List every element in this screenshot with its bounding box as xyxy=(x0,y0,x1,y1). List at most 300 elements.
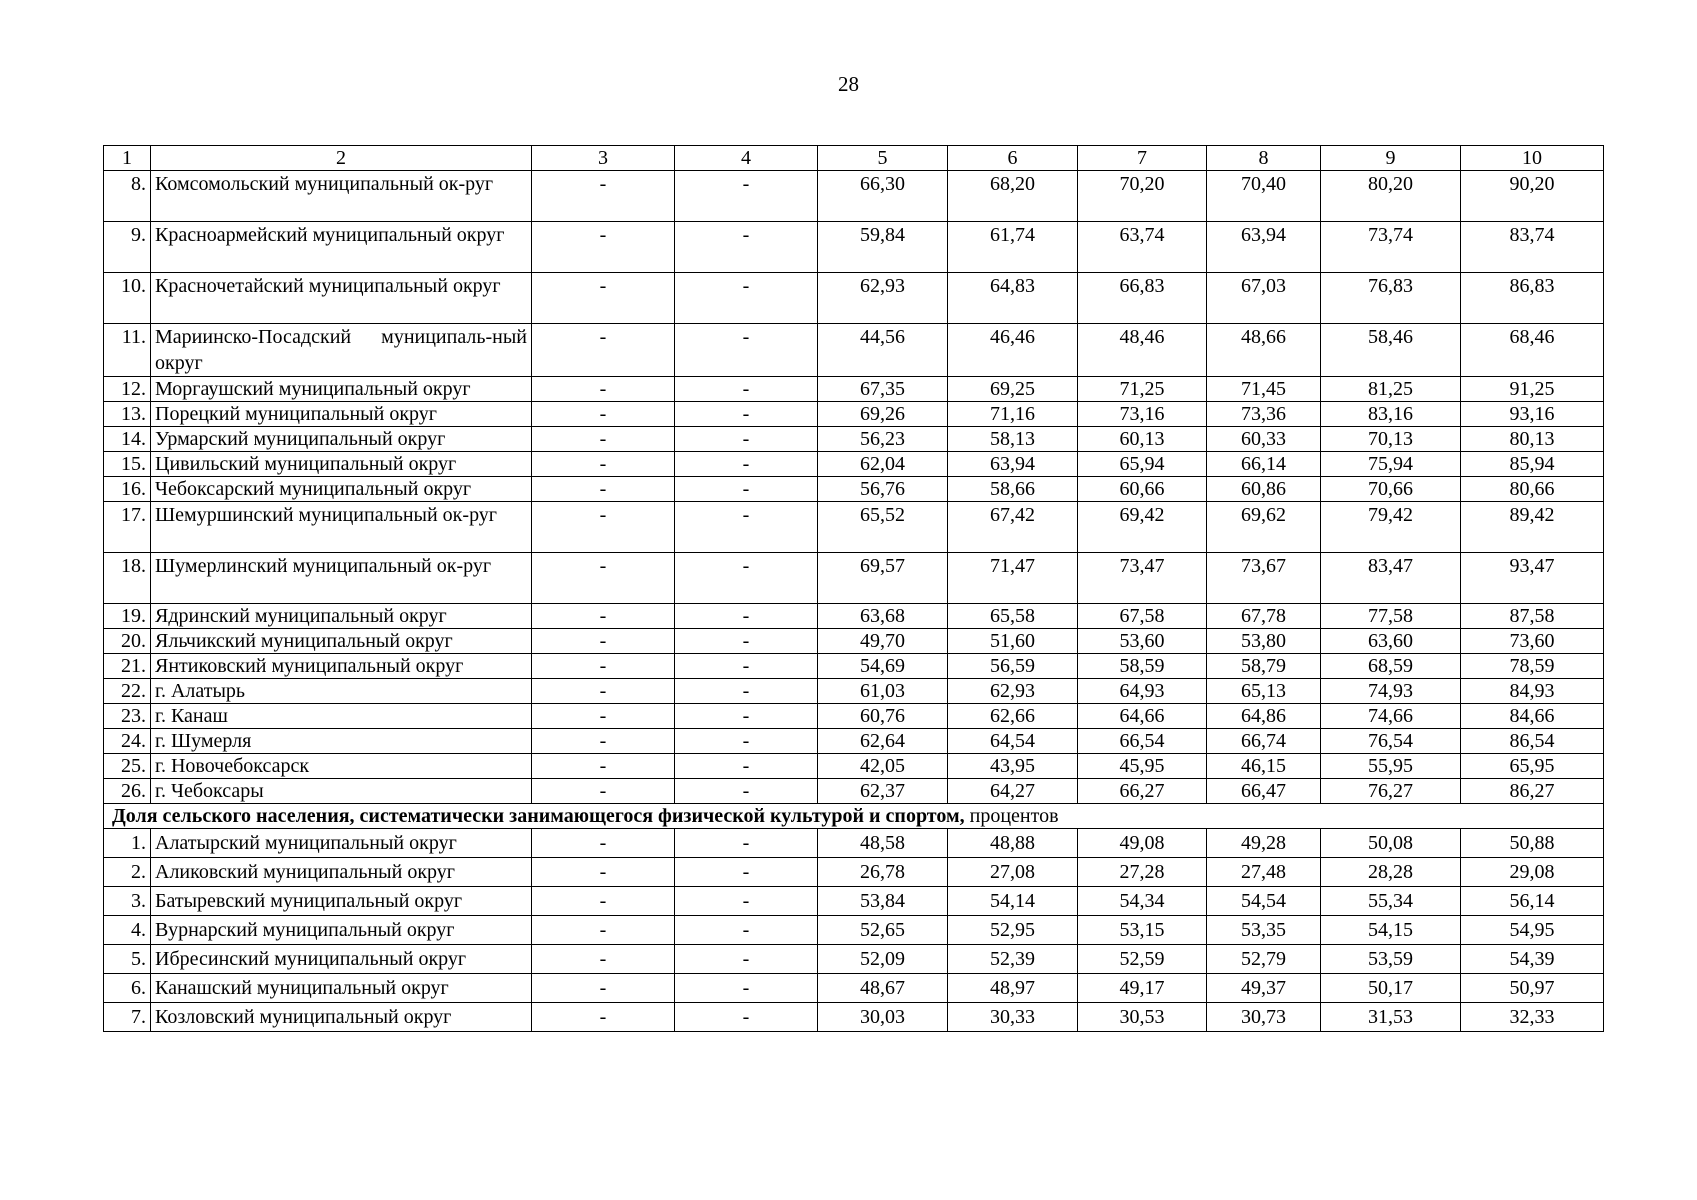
value-col-10: 86,27 xyxy=(1461,779,1604,804)
value-col-9: 54,15 xyxy=(1321,916,1461,945)
value-col-5: 62,37 xyxy=(818,779,948,804)
column-number-row xyxy=(104,146,1604,171)
section-heading-bold: Доля сельского населения, систематически занимающегося физической культурой и спортом, xyxy=(112,805,965,827)
municipality-name: Порецкий муниципальный округ xyxy=(151,402,532,427)
row-number: 21. xyxy=(104,654,151,679)
municipality-name: Шумерлинский муниципальный ок-руг xyxy=(151,553,532,604)
value-col-7: 53,60 xyxy=(1078,629,1207,654)
value-col-10: 85,94 xyxy=(1461,452,1604,477)
municipality-name: Чебоксарский муниципальный округ xyxy=(151,477,532,502)
value-col-3: - xyxy=(532,502,675,553)
value-col-3: - xyxy=(532,679,675,704)
column-header: 1 xyxy=(104,146,151,171)
column-header: 3 xyxy=(532,146,675,171)
value-col-3: - xyxy=(532,604,675,629)
value-col-10: 86,54 xyxy=(1461,729,1604,754)
column-header: 4 xyxy=(675,146,818,171)
row-number: 25. xyxy=(104,754,151,779)
value-col-10: 78,59 xyxy=(1461,654,1604,679)
row-number: 5. xyxy=(104,945,151,974)
value-col-5: 60,76 xyxy=(818,704,948,729)
value-col-8: 66,47 xyxy=(1207,779,1321,804)
table-row xyxy=(104,377,1604,402)
section-heading-row xyxy=(104,804,1604,829)
table-row xyxy=(104,273,1604,324)
value-col-5: 63,68 xyxy=(818,604,948,629)
row-number: 23. xyxy=(104,704,151,729)
table-body xyxy=(104,146,1604,1032)
value-col-9: 76,83 xyxy=(1321,273,1461,324)
value-col-8: 27,48 xyxy=(1207,858,1321,887)
value-col-7: 66,83 xyxy=(1078,273,1207,324)
row-number: 2. xyxy=(104,858,151,887)
value-col-3: - xyxy=(532,553,675,604)
value-col-8: 60,33 xyxy=(1207,427,1321,452)
table-row xyxy=(104,754,1604,779)
value-col-7: 53,15 xyxy=(1078,916,1207,945)
value-col-7: 66,54 xyxy=(1078,729,1207,754)
section-heading xyxy=(104,804,1604,829)
value-col-6: 65,58 xyxy=(948,604,1078,629)
value-col-8: 30,73 xyxy=(1207,1003,1321,1032)
value-col-9: 58,46 xyxy=(1321,324,1461,377)
value-col-8: 49,28 xyxy=(1207,829,1321,858)
value-col-3: - xyxy=(532,273,675,324)
value-col-3: - xyxy=(532,858,675,887)
row-number: 19. xyxy=(104,604,151,629)
value-col-6: 71,16 xyxy=(948,402,1078,427)
value-col-4: - xyxy=(675,477,818,502)
value-col-4: - xyxy=(675,916,818,945)
column-header: 6 xyxy=(948,146,1078,171)
value-col-4: - xyxy=(675,729,818,754)
row-number: 22. xyxy=(104,679,151,704)
table-row xyxy=(104,654,1604,679)
municipality-name: Мариинско-Посадский муниципаль-ный округ xyxy=(151,324,532,377)
value-col-9: 50,17 xyxy=(1321,974,1461,1003)
column-header: 7 xyxy=(1078,146,1207,171)
value-col-7: 64,93 xyxy=(1078,679,1207,704)
value-col-7: 60,66 xyxy=(1078,477,1207,502)
value-col-5: 59,84 xyxy=(818,222,948,273)
value-col-6: 56,59 xyxy=(948,654,1078,679)
value-col-9: 55,34 xyxy=(1321,887,1461,916)
value-col-6: 61,74 xyxy=(948,222,1078,273)
value-col-6: 64,54 xyxy=(948,729,1078,754)
municipality-name: Батыревский муниципальный округ xyxy=(151,887,532,916)
value-col-4: - xyxy=(675,754,818,779)
value-col-10: 84,93 xyxy=(1461,679,1604,704)
value-col-10: 93,47 xyxy=(1461,553,1604,604)
value-col-8: 53,35 xyxy=(1207,916,1321,945)
value-col-4: - xyxy=(675,858,818,887)
value-col-10: 32,33 xyxy=(1461,1003,1604,1032)
value-col-4: - xyxy=(675,222,818,273)
value-col-9: 83,47 xyxy=(1321,553,1461,604)
value-col-4: - xyxy=(675,171,818,222)
value-col-3: - xyxy=(532,171,675,222)
value-col-4: - xyxy=(675,402,818,427)
table-row xyxy=(104,477,1604,502)
value-col-3: - xyxy=(532,974,675,1003)
value-col-5: 30,03 xyxy=(818,1003,948,1032)
municipality-name: Шемуршинский муниципальный ок-руг xyxy=(151,502,532,553)
row-number: 14. xyxy=(104,427,151,452)
value-col-9: 76,27 xyxy=(1321,779,1461,804)
value-col-4: - xyxy=(675,704,818,729)
row-number: 9. xyxy=(104,222,151,273)
column-header: 8 xyxy=(1207,146,1321,171)
value-col-10: 56,14 xyxy=(1461,887,1604,916)
value-col-9: 70,13 xyxy=(1321,427,1461,452)
table-row xyxy=(104,974,1604,1003)
value-col-7: 69,42 xyxy=(1078,502,1207,553)
table-row xyxy=(104,171,1604,222)
value-col-10: 87,58 xyxy=(1461,604,1604,629)
value-col-10: 91,25 xyxy=(1461,377,1604,402)
value-col-10: 84,66 xyxy=(1461,704,1604,729)
value-col-5: 52,09 xyxy=(818,945,948,974)
row-number: 3. xyxy=(104,887,151,916)
value-col-5: 26,78 xyxy=(818,858,948,887)
value-col-6: 64,27 xyxy=(948,779,1078,804)
column-header: 10 xyxy=(1461,146,1604,171)
value-col-9: 31,53 xyxy=(1321,1003,1461,1032)
row-number: 18. xyxy=(104,553,151,604)
value-col-10: 29,08 xyxy=(1461,858,1604,887)
table-row xyxy=(104,945,1604,974)
table-row xyxy=(104,502,1604,553)
table-row xyxy=(104,222,1604,273)
value-col-3: - xyxy=(532,654,675,679)
value-col-7: 45,95 xyxy=(1078,754,1207,779)
table-row xyxy=(104,324,1604,377)
value-col-7: 67,58 xyxy=(1078,604,1207,629)
value-col-7: 66,27 xyxy=(1078,779,1207,804)
municipality-name: Красночетайский муниципальный округ xyxy=(151,273,532,324)
row-number: 7. xyxy=(104,1003,151,1032)
value-col-4: - xyxy=(675,654,818,679)
value-col-9: 74,66 xyxy=(1321,704,1461,729)
value-col-7: 73,16 xyxy=(1078,402,1207,427)
value-col-8: 71,45 xyxy=(1207,377,1321,402)
table-row xyxy=(104,858,1604,887)
value-col-5: 44,56 xyxy=(818,324,948,377)
value-col-4: - xyxy=(675,1003,818,1032)
value-col-4: - xyxy=(675,377,818,402)
table-row xyxy=(104,604,1604,629)
municipality-name: г. Новочебоксарск xyxy=(151,754,532,779)
municipality-name: Цивильский муниципальный округ xyxy=(151,452,532,477)
row-number: 6. xyxy=(104,974,151,1003)
value-col-6: 52,95 xyxy=(948,916,1078,945)
value-col-5: 61,03 xyxy=(818,679,948,704)
value-col-9: 55,95 xyxy=(1321,754,1461,779)
column-header: 2 xyxy=(151,146,532,171)
value-col-5: 67,35 xyxy=(818,377,948,402)
value-col-10: 90,20 xyxy=(1461,171,1604,222)
municipality-name: Янтиковский муниципальный округ xyxy=(151,654,532,679)
value-col-6: 62,93 xyxy=(948,679,1078,704)
table-row xyxy=(104,679,1604,704)
value-col-10: 73,60 xyxy=(1461,629,1604,654)
value-col-3: - xyxy=(532,402,675,427)
value-col-6: 63,94 xyxy=(948,452,1078,477)
value-col-6: 52,39 xyxy=(948,945,1078,974)
value-col-5: 66,30 xyxy=(818,171,948,222)
municipality-name: г. Чебоксары xyxy=(151,779,532,804)
value-col-9: 75,94 xyxy=(1321,452,1461,477)
value-col-3: - xyxy=(532,1003,675,1032)
value-col-3: - xyxy=(532,427,675,452)
value-col-7: 64,66 xyxy=(1078,704,1207,729)
value-col-9: 70,66 xyxy=(1321,477,1461,502)
value-col-9: 81,25 xyxy=(1321,377,1461,402)
value-col-9: 53,59 xyxy=(1321,945,1461,974)
value-col-7: 70,20 xyxy=(1078,171,1207,222)
municipality-name: Ибресинский муниципальный округ xyxy=(151,945,532,974)
value-col-5: 62,93 xyxy=(818,273,948,324)
value-col-5: 56,76 xyxy=(818,477,948,502)
value-col-5: 49,70 xyxy=(818,629,948,654)
municipality-name: Яльчикский муниципальный округ xyxy=(151,629,532,654)
value-col-4: - xyxy=(675,829,818,858)
value-col-5: 42,05 xyxy=(818,754,948,779)
value-col-5: 53,84 xyxy=(818,887,948,916)
value-col-7: 71,25 xyxy=(1078,377,1207,402)
value-col-6: 43,95 xyxy=(948,754,1078,779)
value-col-10: 50,88 xyxy=(1461,829,1604,858)
value-col-3: - xyxy=(532,754,675,779)
value-col-3: - xyxy=(532,477,675,502)
value-col-9: 76,54 xyxy=(1321,729,1461,754)
value-col-5: 52,65 xyxy=(818,916,948,945)
value-col-4: - xyxy=(675,629,818,654)
table-row xyxy=(104,1003,1604,1032)
column-header: 5 xyxy=(818,146,948,171)
value-col-8: 54,54 xyxy=(1207,887,1321,916)
value-col-5: 62,64 xyxy=(818,729,948,754)
row-number: 13. xyxy=(104,402,151,427)
table-row xyxy=(104,704,1604,729)
table-row xyxy=(104,729,1604,754)
value-col-6: 48,88 xyxy=(948,829,1078,858)
row-number: 24. xyxy=(104,729,151,754)
value-col-7: 27,28 xyxy=(1078,858,1207,887)
table-row xyxy=(104,887,1604,916)
value-col-8: 69,62 xyxy=(1207,502,1321,553)
value-col-3: - xyxy=(532,324,675,377)
value-col-4: - xyxy=(675,452,818,477)
value-col-9: 79,42 xyxy=(1321,502,1461,553)
value-col-10: 83,74 xyxy=(1461,222,1604,273)
value-col-8: 67,78 xyxy=(1207,604,1321,629)
value-col-4: - xyxy=(675,974,818,1003)
value-col-3: - xyxy=(532,704,675,729)
municipality-name: Моргаушский муниципальный округ xyxy=(151,377,532,402)
value-col-4: - xyxy=(675,553,818,604)
value-col-3: - xyxy=(532,377,675,402)
value-col-8: 70,40 xyxy=(1207,171,1321,222)
value-col-4: - xyxy=(675,887,818,916)
indicators-table xyxy=(103,145,1604,1032)
row-number: 11. xyxy=(104,324,151,377)
table-row xyxy=(104,629,1604,654)
row-number: 17. xyxy=(104,502,151,553)
value-col-3: - xyxy=(532,779,675,804)
section-heading-unit: процентов xyxy=(964,805,1059,827)
value-col-10: 68,46 xyxy=(1461,324,1604,377)
value-col-4: - xyxy=(675,679,818,704)
value-col-3: - xyxy=(532,887,675,916)
value-col-5: 69,26 xyxy=(818,402,948,427)
value-col-9: 74,93 xyxy=(1321,679,1461,704)
value-col-6: 68,20 xyxy=(948,171,1078,222)
value-col-7: 60,13 xyxy=(1078,427,1207,452)
value-col-3: - xyxy=(532,629,675,654)
value-col-10: 80,13 xyxy=(1461,427,1604,452)
value-col-8: 46,15 xyxy=(1207,754,1321,779)
value-col-8: 66,14 xyxy=(1207,452,1321,477)
municipality-name: Вурнарский муниципальный округ xyxy=(151,916,532,945)
value-col-7: 65,94 xyxy=(1078,452,1207,477)
value-col-3: - xyxy=(532,222,675,273)
value-col-7: 63,74 xyxy=(1078,222,1207,273)
municipality-name: Алатырский муниципальный округ xyxy=(151,829,532,858)
table-row xyxy=(104,916,1604,945)
row-number: 16. xyxy=(104,477,151,502)
value-col-3: - xyxy=(532,729,675,754)
value-col-4: - xyxy=(675,779,818,804)
value-col-6: 54,14 xyxy=(948,887,1078,916)
value-col-5: 62,04 xyxy=(818,452,948,477)
column-header: 9 xyxy=(1321,146,1461,171)
value-col-8: 64,86 xyxy=(1207,704,1321,729)
value-col-5: 48,67 xyxy=(818,974,948,1003)
value-col-6: 30,33 xyxy=(948,1003,1078,1032)
row-number: 15. xyxy=(104,452,151,477)
value-col-10: 86,83 xyxy=(1461,273,1604,324)
value-col-4: - xyxy=(675,604,818,629)
value-col-8: 53,80 xyxy=(1207,629,1321,654)
value-col-6: 62,66 xyxy=(948,704,1078,729)
value-col-6: 71,47 xyxy=(948,553,1078,604)
table-row xyxy=(104,829,1604,858)
municipality-name: г. Шумерля xyxy=(151,729,532,754)
table-row xyxy=(104,452,1604,477)
value-col-5: 65,52 xyxy=(818,502,948,553)
value-col-6: 67,42 xyxy=(948,502,1078,553)
table-row xyxy=(104,427,1604,452)
value-col-8: 48,66 xyxy=(1207,324,1321,377)
value-col-8: 66,74 xyxy=(1207,729,1321,754)
table-row xyxy=(104,402,1604,427)
value-col-6: 27,08 xyxy=(948,858,1078,887)
value-col-6: 64,83 xyxy=(948,273,1078,324)
municipality-name: Козловский муниципальный округ xyxy=(151,1003,532,1032)
value-col-7: 73,47 xyxy=(1078,553,1207,604)
value-col-7: 54,34 xyxy=(1078,887,1207,916)
row-number: 1. xyxy=(104,829,151,858)
page-number: 28 xyxy=(838,72,859,96)
row-number: 12. xyxy=(104,377,151,402)
value-col-8: 58,79 xyxy=(1207,654,1321,679)
value-col-7: 49,08 xyxy=(1078,829,1207,858)
municipality-name: г. Канаш xyxy=(151,704,532,729)
municipality-name: Комсомольский муниципальный ок-руг xyxy=(151,171,532,222)
value-col-9: 77,58 xyxy=(1321,604,1461,629)
value-col-5: 54,69 xyxy=(818,654,948,679)
row-number: 4. xyxy=(104,916,151,945)
value-col-10: 54,39 xyxy=(1461,945,1604,974)
value-col-9: 28,28 xyxy=(1321,858,1461,887)
value-col-6: 51,60 xyxy=(948,629,1078,654)
value-col-3: - xyxy=(532,916,675,945)
municipality-name: Красноармейский муниципальный округ xyxy=(151,222,532,273)
value-col-10: 80,66 xyxy=(1461,477,1604,502)
value-col-5: 69,57 xyxy=(818,553,948,604)
value-col-5: 48,58 xyxy=(818,829,948,858)
value-col-10: 50,97 xyxy=(1461,974,1604,1003)
value-col-9: 63,60 xyxy=(1321,629,1461,654)
table-row xyxy=(104,553,1604,604)
value-col-10: 65,95 xyxy=(1461,754,1604,779)
municipality-name: Урмарский муниципальный округ xyxy=(151,427,532,452)
value-col-8: 52,79 xyxy=(1207,945,1321,974)
value-col-9: 50,08 xyxy=(1321,829,1461,858)
row-number: 20. xyxy=(104,629,151,654)
value-col-8: 73,67 xyxy=(1207,553,1321,604)
value-col-3: - xyxy=(532,945,675,974)
value-col-8: 73,36 xyxy=(1207,402,1321,427)
value-col-7: 48,46 xyxy=(1078,324,1207,377)
value-col-6: 48,97 xyxy=(948,974,1078,1003)
value-col-3: - xyxy=(532,452,675,477)
value-col-7: 58,59 xyxy=(1078,654,1207,679)
value-col-8: 49,37 xyxy=(1207,974,1321,1003)
value-col-9: 68,59 xyxy=(1321,654,1461,679)
value-col-4: - xyxy=(675,945,818,974)
value-col-7: 49,17 xyxy=(1078,974,1207,1003)
table-row xyxy=(104,779,1604,804)
row-number: 8. xyxy=(104,171,151,222)
value-col-9: 80,20 xyxy=(1321,171,1461,222)
value-col-9: 73,74 xyxy=(1321,222,1461,273)
value-col-8: 63,94 xyxy=(1207,222,1321,273)
value-col-6: 58,13 xyxy=(948,427,1078,452)
value-col-5: 56,23 xyxy=(818,427,948,452)
value-col-7: 30,53 xyxy=(1078,1003,1207,1032)
row-number: 10. xyxy=(104,273,151,324)
value-col-6: 69,25 xyxy=(948,377,1078,402)
value-col-10: 93,16 xyxy=(1461,402,1604,427)
value-col-8: 67,03 xyxy=(1207,273,1321,324)
value-col-4: - xyxy=(675,427,818,452)
municipality-name: г. Алатырь xyxy=(151,679,532,704)
value-col-8: 60,86 xyxy=(1207,477,1321,502)
value-col-8: 65,13 xyxy=(1207,679,1321,704)
value-col-4: - xyxy=(675,324,818,377)
value-col-10: 54,95 xyxy=(1461,916,1604,945)
municipality-name: Аликовский муниципальный округ xyxy=(151,858,532,887)
value-col-4: - xyxy=(675,273,818,324)
municipality-name: Канашский муниципальный округ xyxy=(151,974,532,1003)
value-col-4: - xyxy=(675,502,818,553)
value-col-10: 89,42 xyxy=(1461,502,1604,553)
row-number: 26. xyxy=(104,779,151,804)
value-col-7: 52,59 xyxy=(1078,945,1207,974)
municipality-name: Ядринский муниципальный округ xyxy=(151,604,532,629)
